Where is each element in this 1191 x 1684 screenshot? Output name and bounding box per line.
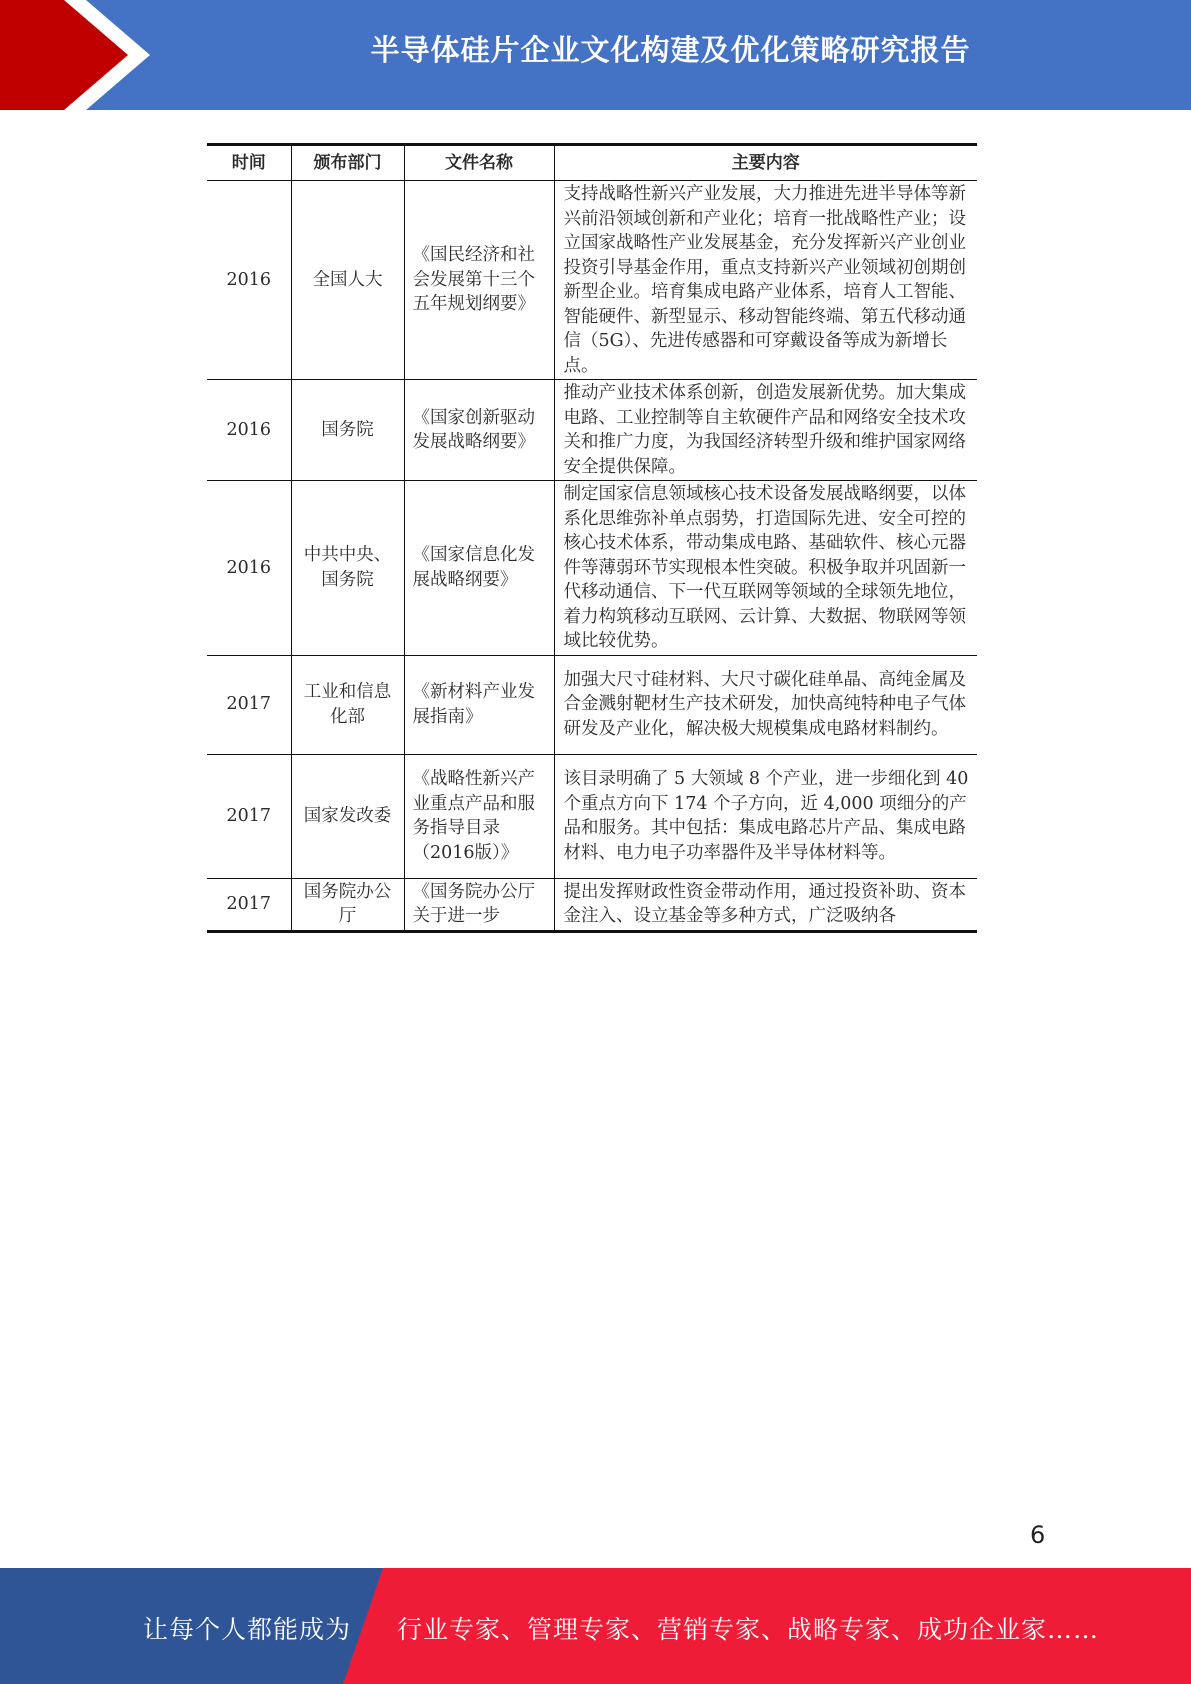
footer-slogan-left: 让每个人都能成为: [143, 1615, 352, 1644]
document-title: 半导体硅片企业文化构建及优化策略研究报告: [370, 33, 971, 67]
column-header-time: 时间: [207, 145, 291, 181]
page-number: 6: [1030, 1521, 1046, 1549]
table-row: [207, 754, 977, 878]
footer-slogan-right: 行业专家、管理专家、营销专家、战略专家、成功企业家……: [397, 1615, 1100, 1644]
cell-content: 推动产业技术体系创新，创造发展新优势。加大集成电路、工业控制等自主软硬件产品和网络安全技术攻关和推广力度，为我国经济转型升级和维护国家网络安全提供保障。: [554, 380, 977, 481]
table-header-row: [207, 145, 977, 181]
table-row: [207, 380, 977, 481]
policy-table: [207, 143, 977, 933]
cell-document-text: 《国务院办公厅关于进一步: [412, 881, 535, 926]
cell-document: 《国民经济和社会发展第十三个五年规划纲要》: [404, 181, 554, 380]
cell-content: 该目录明确了 5 大领域 8 个产业，进一步细化到 40 个重点方向下 174 个子方向，近 4,000 项细分的产品和服务。其中包括：集成电路芯片产品、集成电路材料、电力电子功率器件及半导体材料等。: [554, 754, 977, 878]
cell-content: 制定国家信息领域核心技术设备发展战略纲要，以体系化思维弥补单点弱势，打造国际先进、安全可控的核心技术体系，带动集成电路、基础软件、核心元器件等薄弱环节实现根本性突破。积极争取并巩固新一代移动通信、下一代互联网等领域的全球领先地位，着力构筑移动互联网、云计算、大数据、物联网等领域比较优势。: [554, 481, 977, 656]
page-footer: [0, 1568, 1191, 1684]
table-row: [207, 878, 977, 931]
cell-department: 中共中央、国务院: [291, 481, 404, 656]
cell-department: 工业和信息化部: [291, 655, 404, 754]
cell-document: 《国家创新驱动发展战略纲要》: [404, 380, 554, 481]
cell-department: 全国人大: [291, 181, 404, 380]
column-header-document: 文件名称: [404, 145, 554, 181]
column-header-content: 主要内容: [554, 145, 977, 181]
cell-year: 2017: [207, 754, 291, 878]
cell-year: 2016: [207, 380, 291, 481]
table-row: [207, 655, 977, 754]
cell-content: 支持战略性新兴产业发展，大力推进先进半导体等新兴前沿领域创新和产业化；培育一批战略性产业；设立国家战略性产业发展基金，充分发挥新兴产业创业投资引导基金作用，重点支持新兴产业领域初创期创新型企业。培育集成电路产业体系，培育人工智能、智能硬件、新型显示、移动智能终端、第五代移动通信（5G）、先进传感器和可穿戴设备等成为新增长点。: [554, 181, 977, 380]
cell-content-text: 提出发挥财政性资金带动作用，通过投资补助、资本金注入、设立基金等多种方式，广泛吸纳各: [563, 881, 966, 926]
cell-content: [554, 878, 977, 931]
table-row: [207, 481, 977, 656]
cell-document: 《新材料产业发展指南》: [404, 655, 554, 754]
cell-year: 2016: [207, 181, 291, 380]
cell-year: 2016: [207, 481, 291, 656]
cell-document: 《战略性新兴产业重点产品和服务指导目录（2016版）》: [404, 754, 554, 878]
table-row: [207, 181, 977, 380]
cell-document: [404, 878, 554, 931]
cell-department-text: 国务院办公厅: [303, 881, 392, 926]
page-header: [0, 0, 1191, 110]
cell-department: 国家发改委: [291, 754, 404, 878]
cell-year: 2017: [207, 878, 291, 931]
cell-year: 2017: [207, 655, 291, 754]
cell-department: [291, 878, 404, 931]
column-header-department: 颁布部门: [291, 145, 404, 181]
cell-document: 《国家信息化发展战略纲要》: [404, 481, 554, 656]
cell-content: 加强大尺寸硅材料、大尺寸碳化硅单晶、高纯金属及合金溅射靶材生产技术研发，加快高纯特种电子气体研发及产业化，解决极大规模集成电路材料制约。: [554, 655, 977, 754]
cell-department: 国务院: [291, 380, 404, 481]
